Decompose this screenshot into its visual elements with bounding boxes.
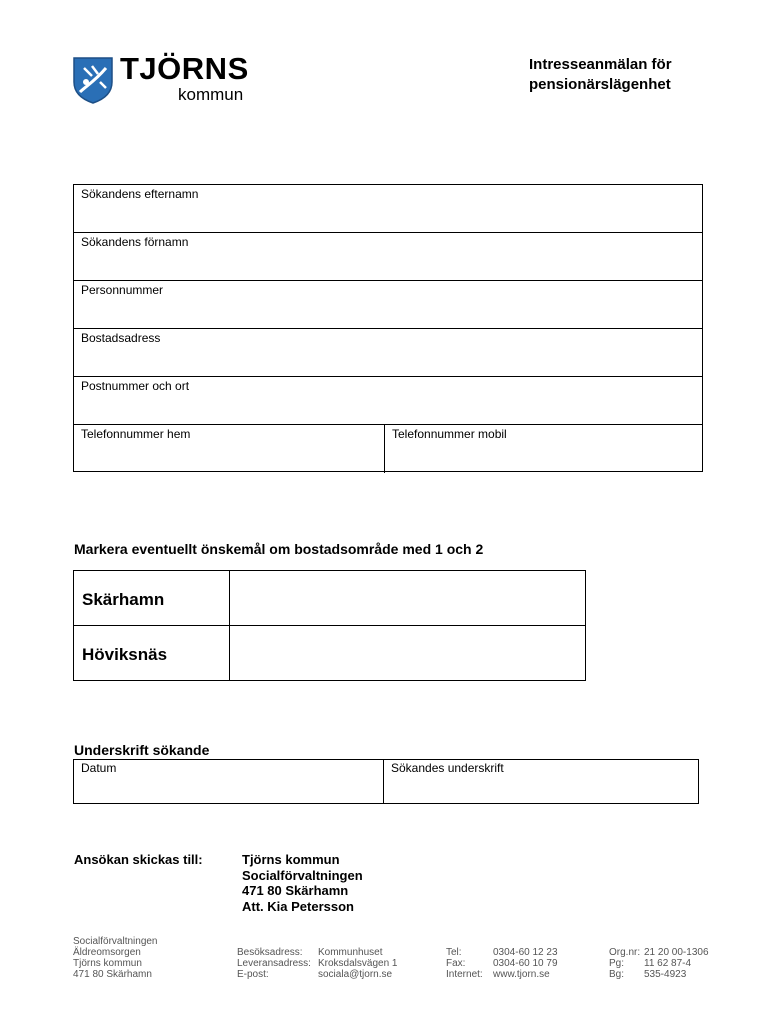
applicant-info-table	[73, 184, 703, 472]
footer-label: Pg:	[609, 958, 625, 969]
send-to-address	[242, 852, 363, 914]
date-label: Datum	[81, 761, 117, 775]
home-phone-field[interactable]	[74, 425, 384, 471]
title-line-1: Intresseanmälan för	[529, 56, 672, 73]
footer-website-link[interactable]: www.tjorn.se	[493, 969, 550, 980]
coat-of-arms-icon	[72, 56, 114, 104]
first-name-label: Sökandens förnamn	[81, 235, 189, 249]
footer-address-labels	[237, 947, 311, 980]
address-label: Bostadsadress	[81, 331, 161, 345]
signature-heading: Underskrift sökande	[74, 742, 210, 758]
footer-contact-values	[493, 947, 558, 980]
area-row-skarhamn	[74, 571, 585, 626]
area-label-skarhamn: Skärhamn	[82, 590, 165, 609]
home-phone-label: Telefonnummer hem	[81, 427, 191, 441]
area-preference-table	[73, 570, 586, 681]
footer-value: 535-4923	[644, 969, 687, 980]
send-to-label: Ansökan skickas till:	[74, 852, 203, 867]
footer-value: 21 20 00-1306	[644, 947, 709, 958]
footer-line: Tjörns kommun	[73, 958, 142, 969]
footer-org-labels	[609, 947, 640, 980]
footer-org-values	[644, 947, 709, 980]
surname-field[interactable]	[74, 185, 702, 233]
address-line: Tjörns kommun	[242, 852, 340, 867]
area-rank-hoviksnas[interactable]	[231, 626, 584, 680]
area-rank-skarhamn[interactable]	[231, 571, 584, 625]
footer-department	[73, 936, 158, 980]
footer-label: Tel:	[446, 947, 462, 958]
footer-value: Kroksdalsvägen 1	[318, 958, 398, 969]
footer-label: Bg:	[609, 969, 625, 980]
footer-email-link[interactable]: sociala@tjorn.se	[318, 969, 393, 980]
footer-contact-labels	[446, 947, 483, 980]
signature-field[interactable]	[384, 760, 698, 803]
footer-address-values	[318, 947, 398, 980]
footer-label: Org.nr:	[609, 947, 641, 958]
signature-table	[73, 759, 699, 804]
date-field[interactable]	[74, 760, 383, 803]
footer-value: Kommunhuset	[318, 947, 383, 958]
footer-label: Fax:	[446, 958, 466, 969]
area-label-hoviksnas: Höviksnäs	[82, 645, 168, 664]
area-preference-heading: Markera eventuellt önskemål om bostadsområde med 1 och 2	[74, 541, 484, 557]
footer-value: 0304-60 10 79	[493, 958, 558, 969]
personal-number-field[interactable]	[74, 281, 702, 329]
area-column-divider	[229, 571, 230, 680]
address-line: Socialförvaltningen	[242, 867, 363, 883]
postal-code-city-label: Postnummer och ort	[81, 379, 190, 393]
document-title	[529, 55, 672, 95]
logo-subtitle: kommun	[178, 85, 244, 104]
personal-number-label: Personnummer	[81, 283, 164, 297]
tjorns-logo	[72, 52, 272, 108]
address-field[interactable]	[74, 329, 702, 377]
footer-value: 11 62 87-4	[644, 958, 692, 969]
footer-line: 471 80 Skärhamn	[73, 969, 152, 980]
title-line-2: pensionärslägenhet	[529, 76, 671, 93]
first-name-field[interactable]	[74, 233, 702, 281]
phone-row	[74, 425, 702, 473]
surname-label: Sökandens efternamn	[81, 187, 199, 201]
logo-name: TJÖRNS	[120, 51, 249, 86]
address-line: 471 80 Skärhamn	[242, 883, 349, 898]
mobile-phone-label: Telefonnummer mobil	[392, 427, 507, 441]
footer-line: Äldreomsorgen	[73, 947, 141, 958]
footer-label: Besöksadress:	[237, 947, 303, 958]
area-row-hoviksnas	[74, 626, 585, 681]
footer-label: E-post:	[237, 969, 269, 980]
address-line: Att. Kia Petersson	[242, 898, 354, 914]
footer-value: 0304-60 12 23	[493, 947, 558, 958]
footer-label: Internet:	[446, 969, 483, 980]
mobile-phone-field[interactable]	[385, 425, 702, 471]
signature-label: Sökandes underskrift	[391, 761, 504, 775]
footer-line: Socialförvaltningen	[73, 936, 158, 947]
footer-label: Leveransadress:	[237, 958, 311, 969]
postal-code-city-field[interactable]	[74, 377, 702, 425]
